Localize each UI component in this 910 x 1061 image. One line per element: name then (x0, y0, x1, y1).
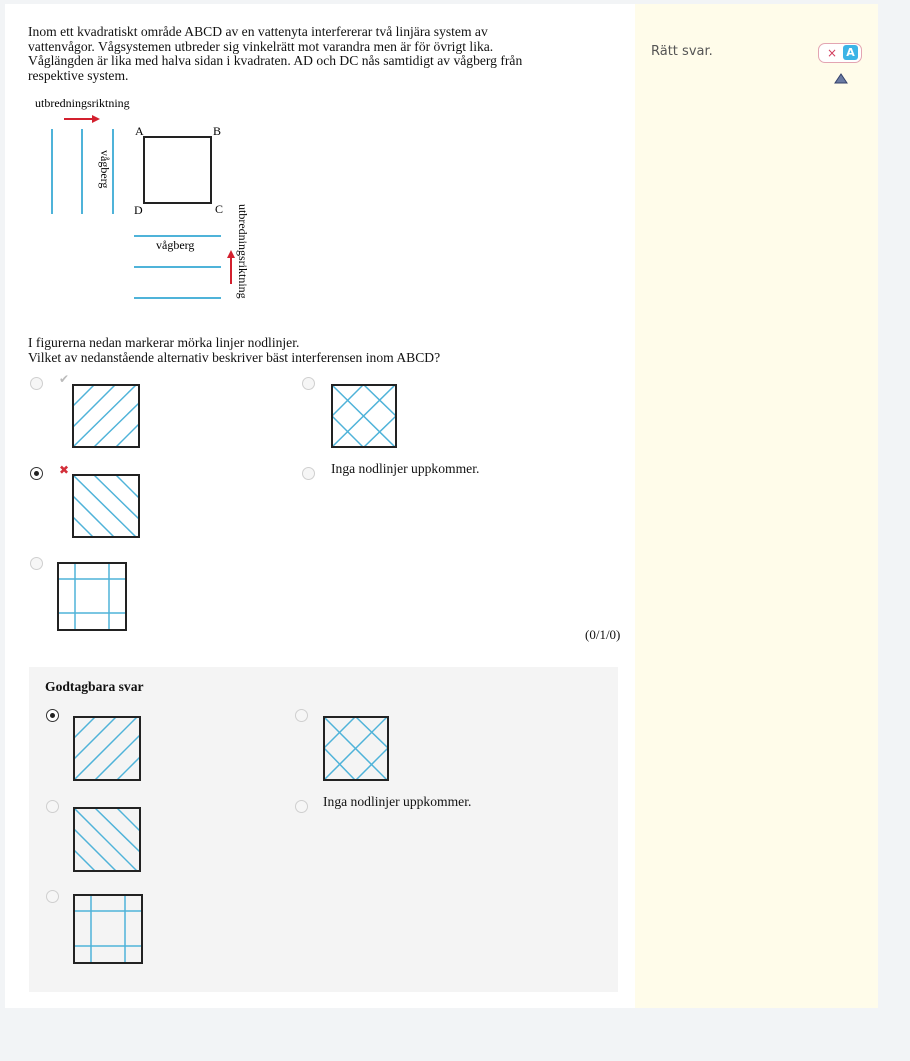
check-icon: ✔ (59, 372, 70, 386)
cross-icon: ✖ (59, 463, 70, 477)
answer-text-no-nodal-lines: Inga nodlinjer uppkommer. (323, 794, 472, 809)
acceptable-answers-title: Godtagbara svar (45, 679, 144, 694)
radio-option-2[interactable] (302, 377, 315, 390)
wave-figure (28, 94, 278, 314)
result-label: Rätt svar. (651, 44, 713, 59)
answer-radio-option-5 (46, 890, 59, 903)
label-propagation-right: utbredningsriktning (236, 204, 250, 299)
radio-option-1[interactable] (30, 377, 43, 390)
answer-image-diagonal-falling (73, 807, 141, 872)
option-image-crossed-diagonals[interactable] (331, 384, 397, 448)
label-vagberg-bottom: vågberg (156, 238, 195, 252)
arrow-up-head (227, 250, 235, 258)
prompt-line: I figurerna nedan markerar mörka linjer nodlinjer. (28, 335, 300, 350)
label-vagberg-left: vågberg (98, 150, 112, 189)
question-prompt (28, 336, 440, 365)
option-image-diagonal-falling[interactable] (72, 474, 140, 538)
answer-radio-option-4 (295, 800, 308, 813)
option-image-grid[interactable] (57, 562, 127, 631)
corner-b: B (213, 124, 222, 138)
warning-triangle-icon[interactable] (834, 73, 848, 84)
answer-image-grid (73, 894, 143, 964)
question-text (28, 25, 588, 83)
feedback-panel (635, 4, 878, 1008)
option-image-diagonal-rising[interactable] (72, 384, 140, 448)
option-text-no-nodal-lines[interactable]: Inga nodlinjer uppkommer. (331, 461, 480, 476)
close-icon: × (827, 46, 838, 60)
answer-image-diagonal-rising (73, 716, 141, 781)
answer-radio-option-1-selected (46, 709, 59, 722)
answer-radio-option-2 (295, 709, 308, 722)
square-abcd (144, 137, 211, 203)
question-line: Våglängden är lika med halva sidan i kvadraten. AD och DC nås samtidigt av vågberg från (28, 53, 523, 69)
corner-c: C (215, 202, 224, 216)
radio-option-5[interactable] (30, 557, 43, 570)
question-line: respektive system. (28, 67, 129, 83)
label-propagation-top: utbredningsriktning (35, 96, 130, 110)
grade-letter: A (843, 45, 858, 60)
score-readout: (0/1/0) (585, 627, 621, 642)
grade-badge[interactable] (818, 43, 862, 63)
radio-option-4[interactable] (302, 467, 315, 480)
answer-image-crossed-diagonals (323, 716, 389, 781)
corner-a: A (135, 124, 144, 138)
prompt-line: Vilket av nedanstående alternativ beskriver bäst interferensen inom ABCD? (28, 349, 441, 365)
answer-radio-option-3 (46, 800, 59, 813)
question-line: vattenvågor. Vågsystemen utbreder sig vinkelrätt mot varandra men är för övrigt lika. (28, 38, 494, 54)
arrow-right-head (92, 115, 100, 123)
corner-d: D (134, 203, 143, 217)
radio-option-3-selected[interactable] (30, 467, 43, 480)
question-line: Inom ett kvadratiskt område ABCD av en vattenyta interfererar två linjära system av (28, 24, 488, 39)
